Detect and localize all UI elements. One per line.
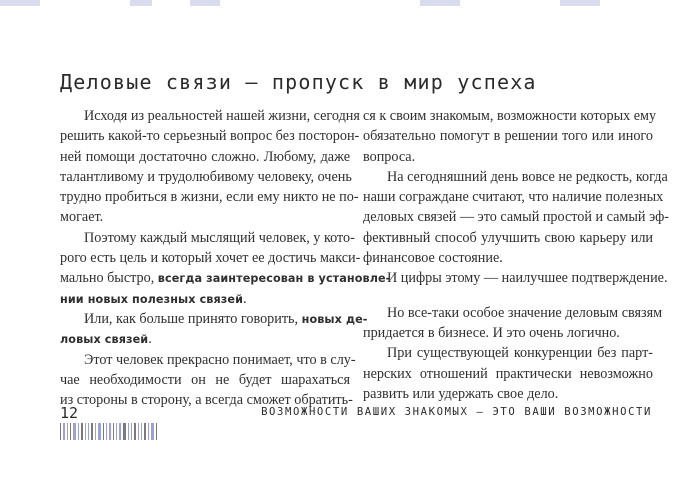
- text-line: Поэтому каждый мыслящий человек, у кото-: [84, 229, 355, 246]
- text-line: наши сограждане считают, что наличие полезных: [363, 189, 664, 206]
- bold-phrase: новых де-: [301, 312, 368, 326]
- text-line: трудно пробиться в жизни, если ему никто не по-: [60, 189, 359, 206]
- page-heading: Деловые связи — пропуск в мир успеха: [60, 70, 537, 94]
- text-span: .: [148, 331, 152, 348]
- text-line: развить или удержать свое дело.: [363, 385, 559, 402]
- text-line: фективный способ улучшить свою карьеру или: [363, 229, 653, 246]
- text-line: рого есть цель и который хочет ее достичь макси-: [60, 250, 361, 267]
- text-line: решить какой-то серьезный вопрос без посторон-: [60, 128, 360, 145]
- text-line: придается в бизнесе. И это очень логично.: [363, 324, 620, 341]
- paragraph: [60, 106, 360, 228]
- page-number: 12: [60, 404, 79, 422]
- text-line: из стороны в сторону, а всегда сможет обратить-: [60, 392, 353, 409]
- text-line: ся к своим знакомым, возможности которых ему: [363, 108, 657, 124]
- text-line: нерских отношений практически невозможно: [363, 365, 653, 382]
- text-span: Или, как больше принято говорить,: [84, 310, 302, 327]
- text-line: Но все-таки особое значение деловым связям: [387, 304, 663, 321]
- text-line: Исходя из реальностей нашей жизни, сегодня: [84, 108, 360, 124]
- text-line: могает.: [60, 209, 104, 226]
- running-footer-title: ВОЗМОЖНОСТИ ВАШИХ ЗНАКОМЫХ — ЭТО ВАШИ ВОЗМОЖНОСТИ: [261, 406, 652, 418]
- text-line: И цифры этому — наилучшее подтверждение.: [387, 270, 668, 287]
- paragraph: [60, 309, 368, 350]
- text-line: [60, 309, 368, 329]
- paragraph: [60, 350, 356, 411]
- top-edge-marks: [0, 0, 674, 8]
- paragraph: [60, 228, 391, 309]
- bold-phrase: нии новых полезных связей: [60, 292, 244, 306]
- text-line: финансовое состояние.: [363, 250, 503, 267]
- text-line: На сегодняшний день вовсе не редкость, когда: [387, 168, 668, 185]
- barcode-decoration-icon: [60, 423, 158, 440]
- bold-phrase: ловых связей: [60, 333, 149, 347]
- text-line: вопроса.: [363, 148, 416, 165]
- text-line: Этот человек прекрасно понимает, что в слу-: [84, 351, 356, 368]
- bold-phrase: всегда заинтересован в установле-: [157, 272, 391, 286]
- paragraph: [363, 167, 669, 268]
- paragraph: [363, 106, 657, 167]
- text-line: [60, 329, 350, 349]
- text-line: ней помощи достаточно сложно. Любому, даже: [60, 148, 350, 165]
- text-line: При существующей конкуренции без парт-: [387, 345, 653, 362]
- text-line: чае необходимости он не будет шарахаться: [60, 371, 350, 388]
- paragraph: [363, 268, 668, 288]
- text-line: талантливому и трудолюбивому человеку, очень: [60, 168, 352, 185]
- paragraph: [363, 343, 653, 404]
- text-line: деловых связей — это самый простой и самый эф-: [363, 209, 669, 226]
- text-line: обязательно помогут в решении того или иного: [363, 128, 653, 145]
- right-column: [363, 106, 669, 404]
- paragraph: [363, 303, 663, 344]
- text-span: мально быстро,: [60, 270, 158, 287]
- text-line: [60, 268, 391, 288]
- text-span: .: [243, 290, 247, 307]
- text-line: [60, 289, 350, 309]
